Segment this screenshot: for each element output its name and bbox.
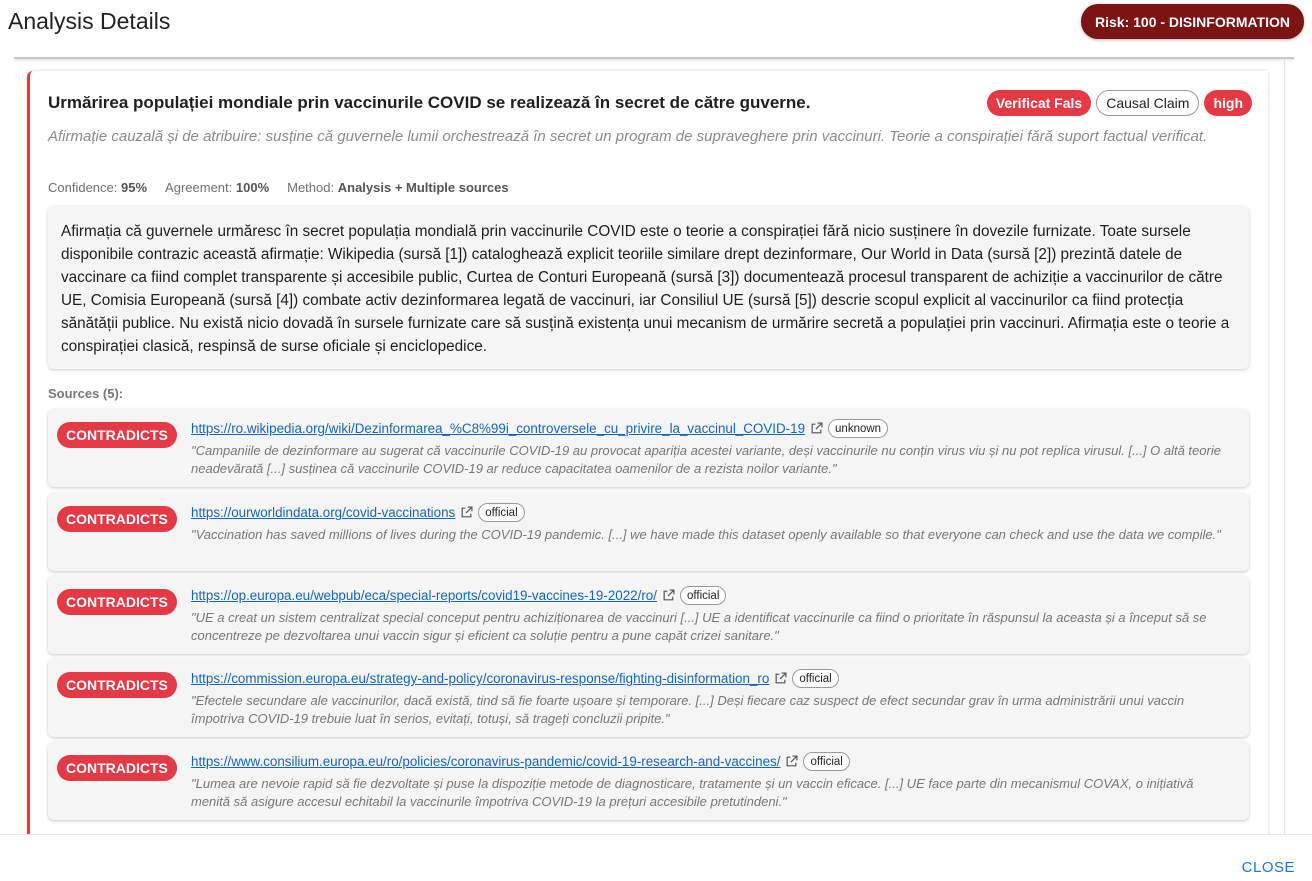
source-type-tag: official — [680, 586, 726, 605]
source-type-tag: official — [792, 669, 838, 688]
claim-card — [27, 71, 1268, 834]
scrollbar-track[interactable] — [1284, 60, 1285, 834]
method-meta — [287, 180, 508, 195]
agreement-value: 100% — [235, 180, 270, 195]
method-label: Method: — [287, 180, 335, 195]
external-link-icon[interactable] — [774, 672, 787, 685]
dialog-content[interactable] — [0, 60, 1312, 834]
source-type-tag: official — [803, 752, 849, 771]
dialog-header — [0, 0, 1312, 56]
source-link[interactable]: https://ro.wikipedia.org/wiki/Dezinformarea_%C8%99i_controversele_cu_privire_la_vaccinul_COVID-19 — [191, 421, 806, 436]
risk-badge: Risk: 100 - DISINFORMATION — [1081, 4, 1304, 39]
source-link[interactable]: https://commission.europa.eu/strategy-and-policy/coronavirus-response/fighting-disinformation_ro — [191, 671, 770, 686]
stance-badge: CONTRADICTS — [57, 422, 177, 448]
source-quote: "UE a creat un sistem centralizat special conceput pentru achiziționarea de vaccinuri [...] UE a identificat vaccinurile ca fiind o prioritate în răspunsul la aceasta și a început să se concentreze pe dezvoltarea unui vaccin sigur și eficient ca soluție pentru a pune capăt crizei sanitare." — [191, 610, 1207, 643]
header-divider — [14, 57, 1294, 59]
claim-chips — [987, 90, 1252, 116]
claim-title: Urmărirea populației mondiale prin vaccinurile COVID se realizează în secret de către guverne. — [48, 93, 811, 112]
source-link[interactable]: https://ourworldindata.org/covid-vaccinations — [191, 505, 456, 520]
source-quote: "Campaniile de dezinformare au sugerat că vaccinurile COVID-19 au provocat apariția acestei variante, deși vaccinurile nu conțin virus viu și nu pot replica virusul. [...] O altă teorie neadevărată [...] susținea că vaccinurile COVID-19 ar reduce capacitatea oamenilor de a rezista noilor variante." — [191, 443, 1221, 476]
external-link-icon[interactable] — [785, 755, 798, 768]
analysis-text: Afirmația că guvernele urmăresc în secret populația mondială prin vaccinurile COVID este o teorie a conspirației fără nicio susținere în dovezile furnizate. Toate sursele disponibile contrazic această afirmație: Wikipedia (sursă [1]) cataloghează explicit teoriile similare drept dezinformare, Our World in Data (sursă [2]) prezintă datele de vaccinare ca fiind complet transparente și accesibile public, Curtea de Conturi Europeană (sursă [3]) documentează procesul transparent de achiziție a vaccinurilor de către UE, Comisia Europeană (sursă [4]) combate activ dezinformarea legată de vaccinuri, iar Consiliul UE (sursă [5]) descrie scopul explicit al vaccinurilor ca fiind protecția sănătății publice. Nu există nicio dovadă în sursele furnizate care să susțină existența unui mecanism de urmărire secretă a populației prin vaccinuri. Afirmația este o teorie a conspirației clasică, respinsă de surse oficiale și enciclopedice. — [48, 206, 1249, 369]
claim-type-chip: Causal Claim — [1096, 90, 1199, 116]
external-link-icon[interactable] — [460, 506, 473, 519]
severity-chip: high — [1204, 90, 1252, 116]
stance-badge: CONTRADICTS — [57, 755, 177, 781]
source-link[interactable]: https://op.europa.eu/webpub/eca/special-reports/covid19-vaccines-19-2022/ro/ — [191, 588, 657, 603]
source-type-tag: official — [478, 503, 524, 522]
method-value: Analysis + Multiple sources — [337, 180, 509, 195]
source-item — [48, 576, 1249, 654]
agreement-meta — [165, 180, 269, 195]
source-quote: "Lumea are nevoie rapid să fie dezvoltate și puse la dispoziție metode de diagnosticare, tratamente și un vaccin eficace. [...] UE face parte din mecanismul COVAX, o inițiativă menită să asigure accesul echitabil la vaccinurile împotriva COVID-19 la prețuri accesibile pretutindeni." — [191, 776, 1194, 809]
source-item — [48, 742, 1249, 820]
verdict-chip: Verificat Fals — [987, 90, 1091, 116]
source-item — [48, 409, 1249, 487]
source-item — [48, 493, 1249, 571]
external-link-icon[interactable] — [662, 589, 675, 602]
dialog-title: Analysis Details — [8, 8, 171, 34]
claim-meta — [48, 180, 509, 195]
confidence-label: Confidence: — [48, 180, 118, 195]
stance-badge: CONTRADICTS — [57, 589, 177, 615]
source-quote: "Efectele secundare ale vaccinurilor, dacă există, tind să fie foarte ușoare și temporare. [...] Deși fiecare caz suspect de efect secundar grav în urma administrării unui vaccin împotriva COVID-19 trebuie luat în serios, evitați, totuși, să trageți concluzii pripite." — [191, 693, 1185, 726]
source-quote: "Vaccination has saved millions of lives during the COVID-19 pandemic. [...] we have made this dataset openly available so that everyone can check and use the data we compile." — [191, 527, 1221, 542]
claim-description: Afirmație cauzală și de atribuire: susține că guvernele lumii orchestrează în secret un program de supraveghere prin vaccinuri. Teorie a conspirației fără suport factual verificat. — [48, 128, 1208, 145]
external-link-icon[interactable] — [810, 422, 823, 435]
confidence-meta — [48, 180, 147, 195]
source-link[interactable]: https://www.consilium.europa.eu/ro/policies/coronavirus-pandemic/covid-19-research-and-vaccines/ — [191, 754, 781, 769]
sources-heading: Sources (5): — [48, 386, 124, 401]
source-type-tag: unknown — [828, 419, 888, 438]
source-item — [48, 659, 1249, 737]
stance-badge: CONTRADICTS — [57, 672, 177, 698]
agreement-label: Agreement: — [165, 180, 233, 195]
close-button[interactable]: CLOSE — [1241, 859, 1295, 876]
dialog-footer — [0, 834, 1312, 881]
confidence-value: 95% — [121, 180, 148, 195]
stance-badge: CONTRADICTS — [57, 506, 177, 532]
